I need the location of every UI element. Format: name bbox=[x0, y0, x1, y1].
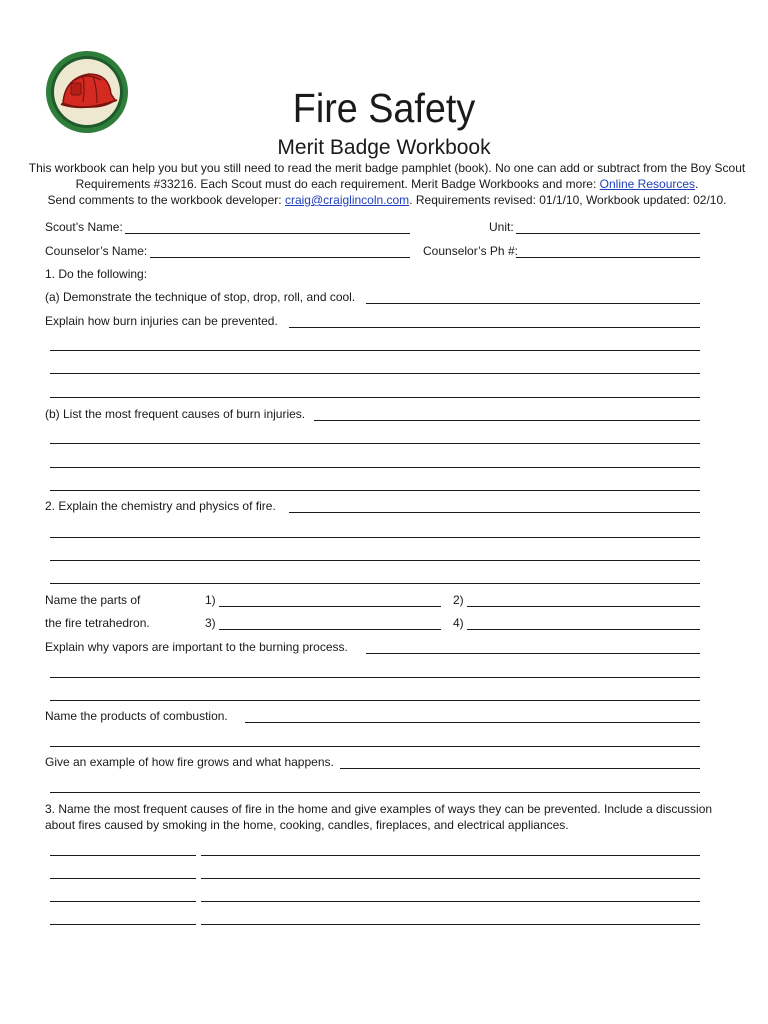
intro-line-2-text: Requirements #33216. Each Scout must do each requirement. Merit Badge Workbooks and more: bbox=[75, 177, 600, 191]
page-subtitle: Merit Badge Workbook bbox=[277, 136, 491, 159]
answer-line[interactable] bbox=[50, 467, 700, 468]
tetrahedron-part-4-field[interactable] bbox=[467, 629, 700, 630]
tetrahedron-label-1: Name the parts of bbox=[45, 593, 141, 607]
tetrahedron-label-2: the fire tetrahedron. bbox=[45, 616, 150, 630]
tetrahedron-number-2: 2) bbox=[453, 593, 464, 607]
email-link[interactable]: craig@craiglincoln.com bbox=[284, 193, 410, 207]
req3-line-1: 3. Name the most frequent causes of fire in the home and give examples of ways they can be prevented. Include a discussion bbox=[45, 802, 713, 816]
prevention-field[interactable] bbox=[201, 878, 700, 879]
tetrahedron-number-4: 4) bbox=[453, 616, 464, 630]
unit-label: Unit: bbox=[489, 220, 514, 234]
combustion-products-line[interactable] bbox=[245, 722, 700, 723]
req1a-explain-text: Explain how burn injuries can be prevented. bbox=[45, 314, 278, 328]
answer-line[interactable] bbox=[50, 583, 700, 584]
scout-name-field[interactable] bbox=[125, 233, 410, 234]
answer-line[interactable] bbox=[50, 397, 700, 398]
req1b-answer-line[interactable] bbox=[314, 420, 700, 421]
counselor-name-label: Counselor’s Name: bbox=[45, 244, 148, 258]
vapors-text: Explain why vapors are important to the burning process. bbox=[45, 640, 348, 654]
fire-cause-field[interactable] bbox=[50, 924, 196, 925]
fire-grows-answer-line[interactable] bbox=[340, 768, 700, 769]
vapors-answer-line[interactable] bbox=[366, 653, 700, 654]
answer-line[interactable] bbox=[50, 537, 700, 538]
counselor-phone-label: Counselor’s Ph #: bbox=[423, 244, 518, 258]
counselor-phone-field[interactable] bbox=[516, 257, 700, 258]
answer-line[interactable] bbox=[50, 746, 700, 747]
intro-line-2 bbox=[0, 176, 768, 192]
tetrahedron-part-2-field[interactable] bbox=[467, 606, 700, 607]
online-resources-link[interactable]: Online Resources bbox=[599, 177, 696, 191]
intro-line-2-end: . bbox=[695, 177, 699, 191]
req1a-text: (a) Demonstrate the technique of stop, drop, roll, and cool. bbox=[45, 290, 356, 304]
fire-cause-field[interactable] bbox=[50, 878, 196, 879]
req3-line-2: about fires caused by smoking in the home, cooking, candles, fireplaces, and electrical appliances. bbox=[45, 818, 569, 832]
req1-heading: 1. Do the following: bbox=[45, 267, 148, 281]
req1a-answer-line[interactable] bbox=[366, 303, 700, 304]
answer-line[interactable] bbox=[50, 373, 700, 374]
intro-line-1: This workbook can help you but you still need to read the merit badge pamphlet (book). No one can add or subtract from the Boy Scout bbox=[28, 161, 746, 175]
tetrahedron-part-3-field[interactable] bbox=[219, 629, 441, 630]
answer-line[interactable] bbox=[50, 700, 700, 701]
prevention-field[interactable] bbox=[201, 924, 700, 925]
req2-heading: 2. Explain the chemistry and physics of fire. bbox=[45, 499, 276, 513]
answer-line[interactable] bbox=[50, 350, 700, 351]
tetrahedron-number-1: 1) bbox=[205, 593, 216, 607]
scout-name-label: Scout’s Name: bbox=[45, 220, 123, 234]
prevention-field[interactable] bbox=[201, 901, 700, 902]
fire-grows-text: Give an example of how fire grows and what happens. bbox=[45, 755, 334, 769]
counselor-name-field[interactable] bbox=[150, 257, 410, 258]
intro-line-3 bbox=[0, 192, 768, 208]
tetrahedron-part-1-field[interactable] bbox=[219, 606, 441, 607]
fire-cause-field[interactable] bbox=[50, 901, 196, 902]
intro-line-3-text: Send comments to the workbook developer: bbox=[47, 193, 285, 207]
req1b-text: (b) List the most frequent causes of burn injuries. bbox=[45, 407, 306, 421]
req1a-explain-line[interactable] bbox=[289, 327, 700, 328]
req2-answer-line[interactable] bbox=[289, 512, 700, 513]
answer-line[interactable] bbox=[50, 792, 700, 793]
answer-line[interactable] bbox=[50, 490, 700, 491]
fire-cause-field[interactable] bbox=[50, 855, 196, 856]
answer-line[interactable] bbox=[50, 677, 700, 678]
prevention-field[interactable] bbox=[201, 855, 700, 856]
answer-line[interactable] bbox=[50, 443, 700, 444]
answer-line[interactable] bbox=[50, 560, 700, 561]
unit-field[interactable] bbox=[516, 233, 700, 234]
intro-line-3-end: . Requirements revised: 01/1/10, Workbook updated: 02/10. bbox=[409, 193, 727, 207]
tetrahedron-number-3: 3) bbox=[205, 616, 216, 630]
page-title: Fire Safety bbox=[292, 85, 476, 131]
combustion-products-text: Name the products of combustion. bbox=[45, 709, 228, 723]
